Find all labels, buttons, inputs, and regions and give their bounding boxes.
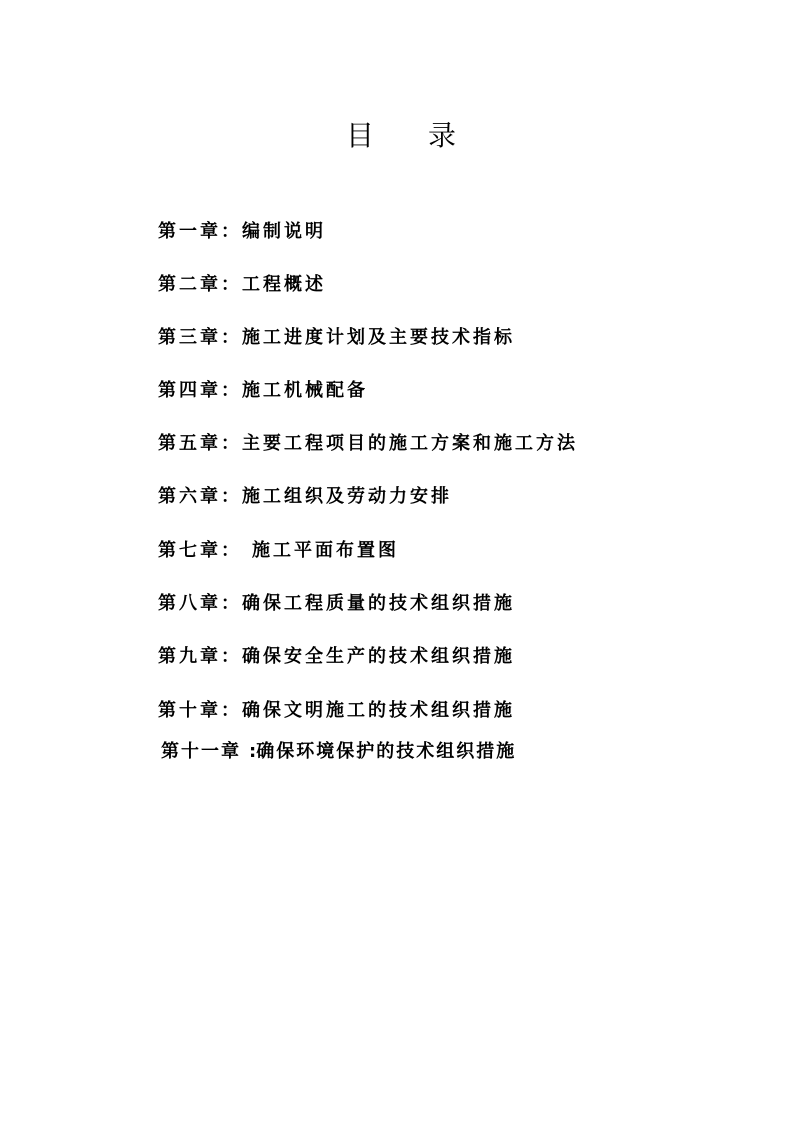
page-title: 目录 bbox=[346, 119, 511, 152]
toc-separator: : bbox=[249, 741, 257, 762]
toc-chapter-title: 确保文明施工的技术组织措施 bbox=[242, 700, 515, 721]
toc-chapter-title: 主要工程项目的施工方案和施工方法 bbox=[242, 433, 578, 454]
toc-chapter-number: 第十一章 bbox=[161, 741, 241, 762]
toc-chapter-number: 第六章 bbox=[158, 486, 221, 507]
toc-entry-9 bbox=[158, 645, 515, 669]
toc-separator: ： bbox=[221, 433, 242, 454]
toc-entry-4 bbox=[158, 379, 368, 403]
toc-entry-3 bbox=[158, 326, 515, 350]
toc-entry-5 bbox=[158, 432, 578, 456]
toc-separator: ： bbox=[221, 221, 242, 242]
toc-chapter-title: 编制说明 bbox=[242, 221, 326, 242]
toc-entry-7 bbox=[158, 539, 399, 563]
toc-separator: ： bbox=[221, 593, 242, 614]
toc-separator: ： bbox=[221, 380, 242, 401]
toc-separator: ： bbox=[221, 486, 242, 507]
toc-chapter-title: 施工平面布置图 bbox=[252, 540, 399, 561]
toc-chapter-number: 第八章 bbox=[158, 593, 221, 614]
toc-separator: ： bbox=[221, 700, 242, 721]
toc-entry-6 bbox=[158, 485, 452, 509]
toc-chapter-number: 第九章 bbox=[158, 646, 221, 667]
toc-entry-2 bbox=[158, 273, 326, 297]
toc-chapter-number: 第五章 bbox=[158, 433, 221, 454]
toc-entry-10 bbox=[158, 699, 515, 723]
toc-separator: ： bbox=[221, 540, 242, 561]
toc-chapter-number: 第三章 bbox=[158, 327, 221, 348]
toc-chapter-title: 确保环境保护的技术组织措施 bbox=[256, 741, 517, 762]
toc-chapter-title: 确保工程质量的技术组织措施 bbox=[242, 593, 515, 614]
toc-chapter-number: 第七章 bbox=[158, 540, 221, 561]
toc-chapter-number: 第二章 bbox=[158, 274, 221, 295]
toc-chapter-number: 第四章 bbox=[158, 380, 221, 401]
toc-entry-1 bbox=[158, 220, 326, 244]
toc-entry-8 bbox=[158, 592, 515, 616]
toc-chapter-title: 施工机械配备 bbox=[242, 380, 368, 401]
toc-separator: ： bbox=[221, 274, 242, 295]
toc-chapter-title: 施工组织及劳动力安排 bbox=[242, 486, 452, 507]
toc-chapter-title: 施工进度计划及主要技术指标 bbox=[242, 327, 515, 348]
toc-separator: ： bbox=[221, 327, 242, 348]
toc-chapter-number: 第一章 bbox=[158, 221, 221, 242]
toc-chapter-title: 确保安全生产的技术组织措施 bbox=[242, 646, 515, 667]
toc-separator: ： bbox=[221, 646, 242, 667]
toc-entry-11 bbox=[161, 740, 516, 764]
toc-chapter-number: 第十章 bbox=[158, 700, 221, 721]
toc-chapter-title: 工程概述 bbox=[242, 274, 326, 295]
